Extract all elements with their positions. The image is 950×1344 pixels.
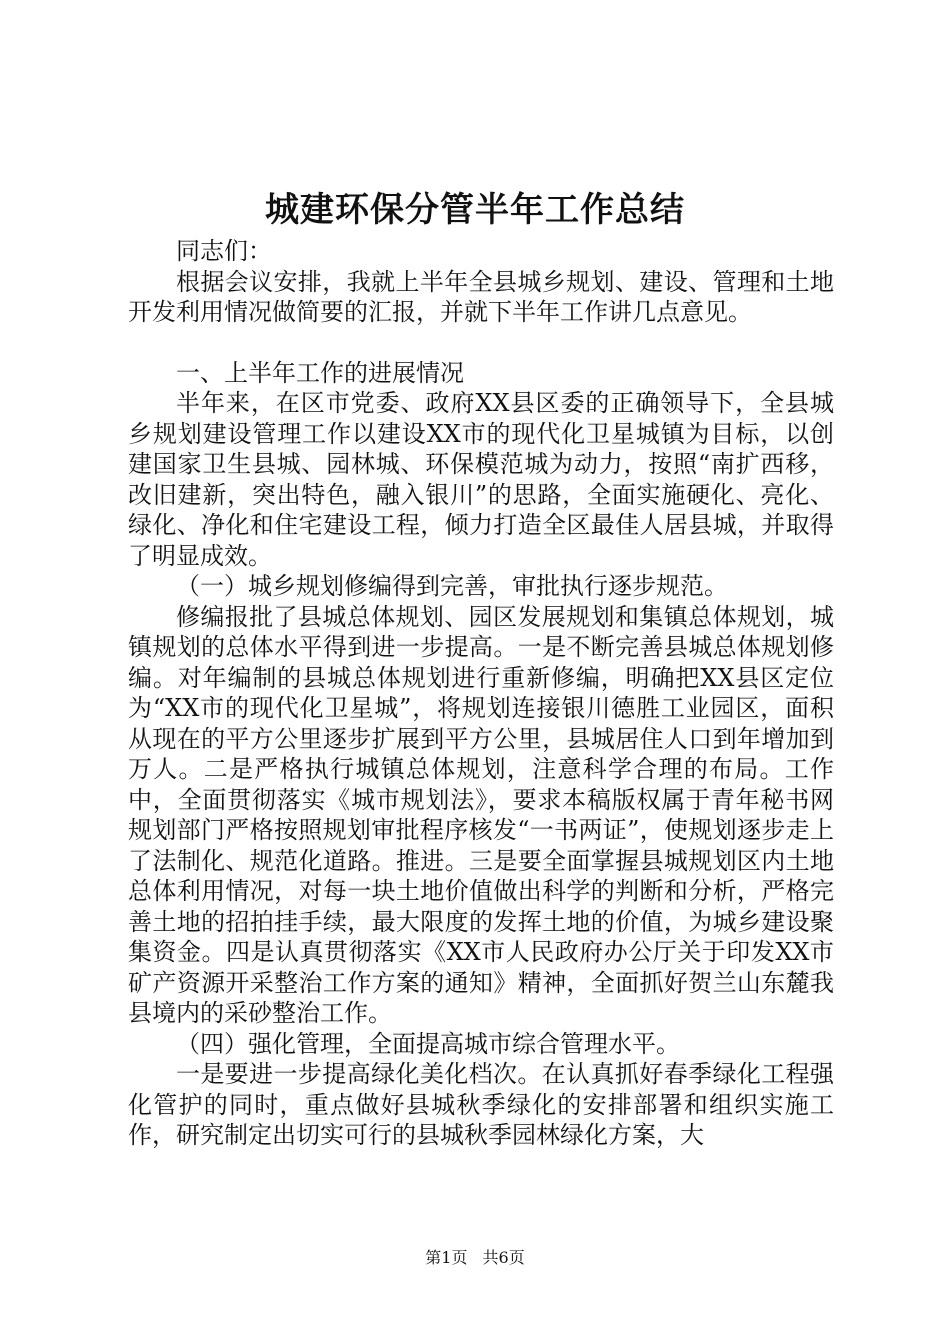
paragraph-greening: 一是要进一步提高绿化美化档次。在认真抓好春季绿化工程强化管护的同时，重点做好县城秋季绿化的安排部署和组织实施工作，研究制定出切实可行的县城秋季园林绿化方案，大 (128, 1060, 834, 1149)
document-title: 城建环保分管半年工作总结 (265, 190, 685, 230)
salutation: 同志们： (176, 237, 272, 265)
subsection-heading-1: （一）城乡规划修编得到完善，审批执行逐步规范。 (176, 572, 728, 600)
subsection-heading-4: （四）强化管理，全面提高城市综合管理水平。 (176, 1029, 680, 1058)
page-number: 第1页 (425, 1248, 468, 1267)
page-footer (0, 1247, 950, 1269)
document-body (128, 236, 834, 1151)
page-total: 共6页 (482, 1248, 525, 1267)
section-heading-1: 一、上半年工作的进展情况 (176, 358, 464, 387)
paragraph-intro: 根据会议安排，我就上半年全县城乡规划、建设、管理和土地开发利用情况做简要的汇报，并就下半年工作讲几点意见。 (128, 267, 834, 326)
paragraph-planning: 修编报批了县城总体规划、园区发展规划和集镇总体规划，城镇规划的总体水平得到进一步提高。一是不断完善县城总体规划修编。对年编制的县城总体规划进行重新修编，明确把XX县区定位为“XX市的现代化卫星城”，将规划连接银川德胜工业园区，面积从现在的平方公里逐步扩展到平方公里，县城居住人口到年增加到万人。二是严格执行城镇总体规划，注意科学合理的布局。工作中，全面贯彻落实《城市规划法》，要求本稿版权属于青年秘书网规划部门严格按照规划审批程序核发“一书两证”，使规划逐步走上了法制化、规范化道路。推进。三是要全面掌握县城规划区内土地总体利用情况，对每一块土地价值做出科学的判断和分析，严格完善土地的招拍挂手续，最大限度的发挥土地的价值，为城乡建设聚集资金。四是认真贯彻落实《XX市人民政府办公厅关于印发XX市矿产资源开采整治工作方案的通知》精神，全面抓好贺兰山东麓我县境内的采砂整治工作。 (128, 602, 834, 1027)
paragraph-progress-summary: 半年来，在区市党委、政府XX县区委的正确领导下，全县城乡规划建设管理工作以建设XX市的现代化卫星城镇为目标，以创建国家卫生县城、园林城、环保模范城为动力，按照“南扩西移，改旧建新，突出特色，融入银川”的思路，全面实施硬化、亮化、绿化、净化和住宅建设工程，倾力打造全区最佳人居县城，并取得了明显成效。 (128, 389, 834, 570)
